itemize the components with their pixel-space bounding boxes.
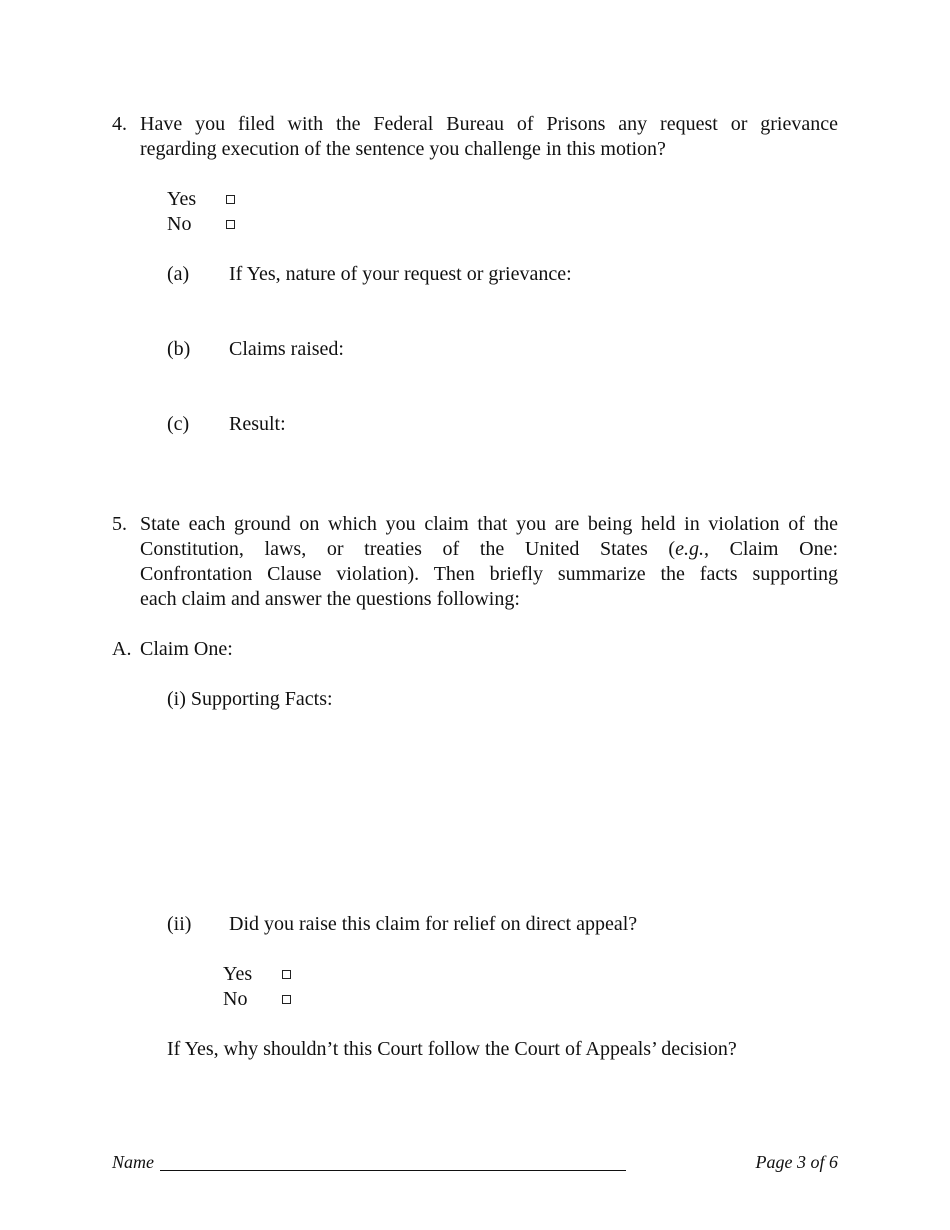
question-4-line-1: Have you filed with the Federal Bureau of Prisons any request or grievance — [140, 113, 838, 135]
q4-no-checkbox[interactable] — [226, 220, 235, 229]
question-5-line-3: Confrontation Clause violation). Then briefly summarize the facts supporting — [140, 563, 838, 585]
question-5-number: 5. — [112, 513, 127, 535]
q4-yes-checkbox[interactable] — [226, 195, 235, 204]
q4-b-text: Claims raised: — [229, 338, 344, 360]
question-4-text — [140, 112, 838, 162]
claim-a-label: A. — [112, 638, 132, 660]
question-4-line-2: regarding execution of the sentence you challenge in this motion? — [140, 138, 666, 160]
claim-a-yes-checkbox[interactable] — [282, 970, 291, 979]
claim-a-title: Claim One: — [140, 638, 233, 660]
footer-name-line[interactable] — [160, 1170, 626, 1171]
q4-b-label: (b) — [167, 338, 191, 360]
q4-a-text: If Yes, nature of your request or grievance: — [229, 263, 572, 285]
claim-a-followup-question: If Yes, why shouldn’t this Court follow the Court of Appeals’ decision? — [167, 1038, 737, 1060]
footer-name-label: Name — [112, 1152, 154, 1172]
claim-a-supporting-facts: (i) Supporting Facts: — [167, 688, 333, 710]
question-5-line-4: each claim and answer the questions following: — [140, 588, 520, 610]
question-5-line-2 — [140, 537, 838, 562]
question-5-eg: e.g. — [675, 538, 704, 560]
claim-a-no-checkbox[interactable] — [282, 995, 291, 1004]
claim-a-yes-label: Yes — [223, 963, 253, 985]
question-5-line-1: State each ground on which you claim that you are being held in violation of the — [140, 513, 838, 535]
q4-c-text: Result: — [229, 413, 286, 435]
claim-a-ii-label: (ii) — [167, 913, 192, 935]
q4-a-label: (a) — [167, 263, 190, 285]
q4-c-label: (c) — [167, 413, 190, 435]
q4-yes-label: Yes — [167, 188, 197, 210]
question-4-number: 4. — [112, 113, 127, 135]
claim-a-no-label: No — [223, 988, 248, 1010]
claim-a-ii-text: Did you raise this claim for relief on direct appeal? — [229, 913, 638, 935]
question-5-line-2-post: , Claim One: — [703, 538, 838, 560]
q4-no-label: No — [167, 213, 192, 235]
footer-page-number: Page 3 of 6 — [755, 1152, 838, 1172]
question-5-text — [140, 512, 838, 612]
question-5-line-2-pre: Constitution, laws, or treaties of the United States ( — [140, 538, 676, 560]
